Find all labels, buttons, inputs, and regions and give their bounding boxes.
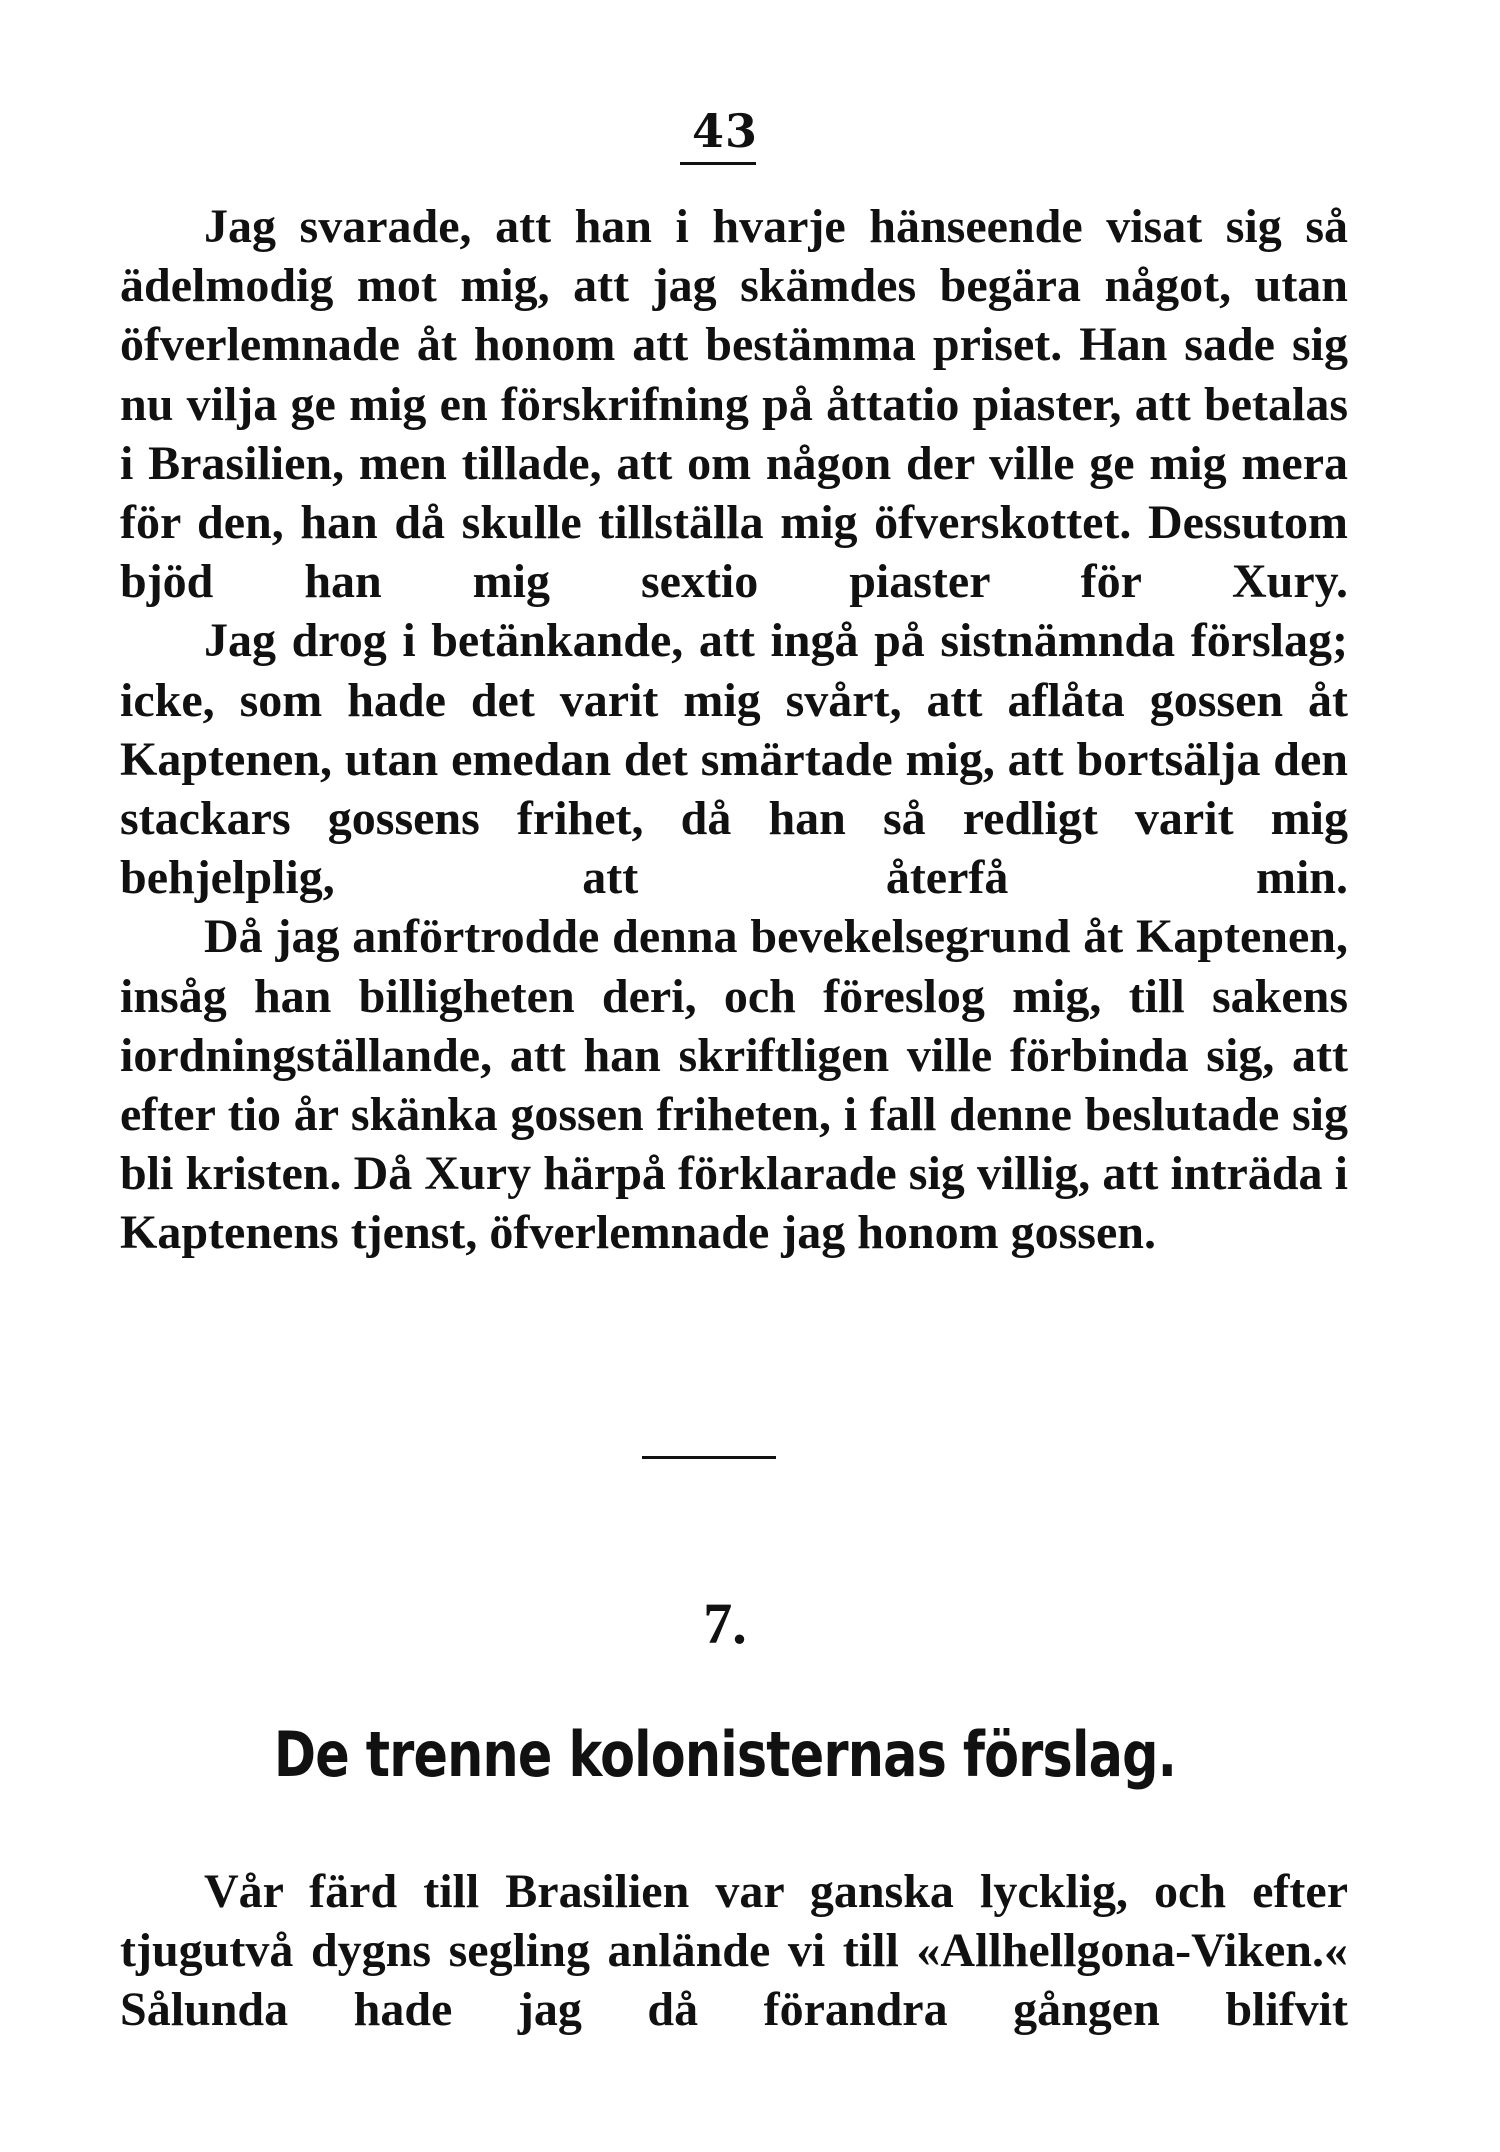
main-text bbox=[120, 197, 1348, 1263]
section-divider bbox=[642, 1456, 776, 1459]
chapter-number: 7. bbox=[703, 1591, 747, 1656]
chapter-text bbox=[120, 1862, 1348, 2040]
chapter-title: De trenne kolonisternas förslag. bbox=[273, 1718, 1177, 1791]
paragraph-3: Då jag anförtrodde denna bevekelsegrund åt Kaptenen, insåg han billigheten deri, och föreslog mig, till sakens iordningställande, att han skriftligen ville förbinda sig, att efter tio år skänka gossen friheten, i fall denne beslutade sig bli kristen. Då Xury härpå förklarade sig villig, att inträda i Kaptenens tjenst, öfverlemnade jag honom gossen. bbox=[120, 910, 1348, 1260]
page-number-rule bbox=[680, 162, 756, 165]
paragraph-1: Jag svarade, att han i hvarje hänseende visat sig så ädelmodig mot mig, att jag skämdes begära något, utan öfverlemnade åt honom att bestämma priset. Han sade sig nu vilja ge mig en förskrifning på åttatio piaster, att betalas i Brasilien, men tillade, att om någon der ville ge mig mera för den, han då skulle tillställa mig öfverskottet. Dessutom bjöd han mig sextio piaster för Xury. bbox=[120, 200, 1348, 609]
page-number: 43 bbox=[691, 104, 758, 158]
paragraph-2: Jag drog i betänkande, att ingå på sistnämnda förslag; icke, som hade det varit mig svårt, att aflåta gossen åt Kaptenen, utan emedan det smärtade mig, att bortsälja den stackars gossens frihet, då han så redligt varit mig behjelplig, att återfå min. bbox=[120, 614, 1348, 905]
chapter-paragraph-1: Vår färd till Brasilien var ganska lycklig, och efter tjugutvå dygns segling anlände vi till «Allhellgona-Viken.« Sålunda hade jag då förandra gången blifvit bbox=[120, 1865, 1348, 2037]
